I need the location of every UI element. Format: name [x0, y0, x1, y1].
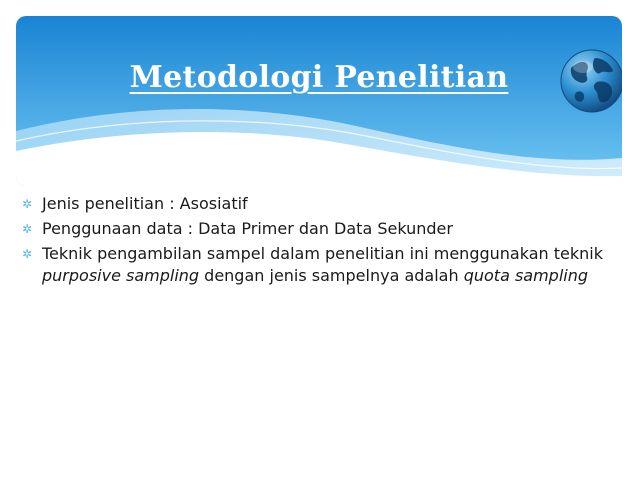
bullet-text-emphasis: purposive sampling [42, 266, 200, 285]
asterisk-bullet-icon: ✲ [22, 222, 33, 236]
bullet-text-part: Teknik pengambilan sampel dalam penelitian ini menggunakan teknik [42, 244, 603, 263]
bullet-text: Jenis penelitian : Asosiatif [42, 194, 248, 213]
list-item [22, 193, 622, 215]
page-title: Metodologi Penelitian [129, 60, 509, 95]
bullet-text-emphasis: quota sampling [463, 266, 589, 285]
title-banner [16, 16, 622, 186]
bullet-text: Penggunaan data : Data Primer dan Data Sekunder [42, 219, 453, 238]
list-item [22, 243, 622, 287]
banner-background [16, 16, 622, 186]
asterisk-bullet-icon: ✲ [22, 247, 33, 261]
bullet-text-part: dengan jenis sampelnya adalah [199, 266, 464, 285]
asterisk-bullet-icon: ✲ [22, 197, 33, 211]
globe-icon [557, 46, 622, 116]
list-item [22, 218, 622, 240]
bullet-list [22, 193, 622, 290]
